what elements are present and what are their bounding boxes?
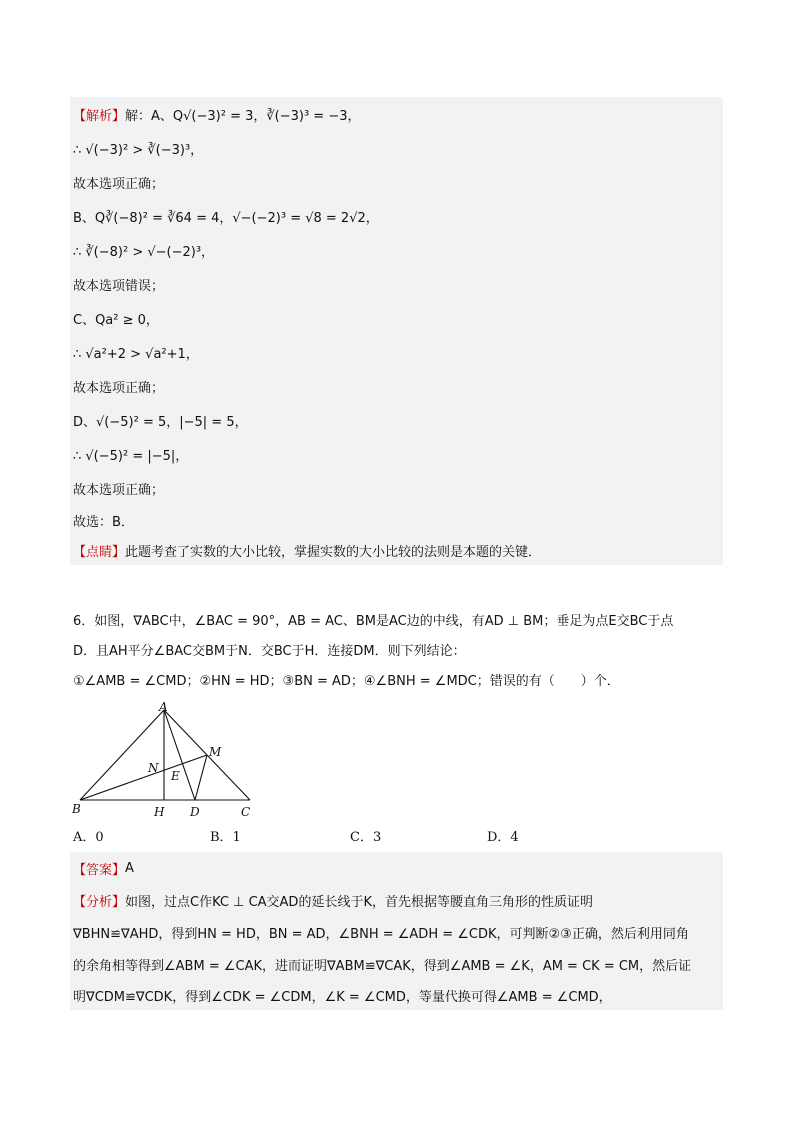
solution-line [70,369,723,403]
solution-text: 故选：B． [73,514,134,530]
answer-value: A [125,860,134,876]
solution-line [70,301,723,335]
question-text: D．且AH平分∠BAC交BM于N．交BC于H．连接DM．则下列结论： [73,643,466,659]
segment-bm [80,755,207,800]
solution-text: 故本选项错误； [73,278,165,294]
segment-ad [164,710,195,800]
label-m: M [209,745,222,759]
analysis-text: ∇BHN≌∇AHD，得到HN = HD，BN = AD，∠BNH = ∠ADH = ∠CDK，可判断②③正确，然后利用同角 [73,926,689,942]
answer-block [70,852,723,1010]
solution-line [70,97,723,131]
solution-line [70,233,723,267]
solution-line [70,335,723,369]
analysis-line [70,884,723,916]
question-text: ①∠AMB = ∠CMD；②HN = HD；③BN = AD；④∠BNH = ∠MDC；错误的有（ ）个． [73,673,620,689]
segment-ab [80,710,164,800]
solution-line [70,199,723,233]
option-list [73,826,519,845]
solution-line [70,403,723,437]
solution-text: D、√(−5)² = 5，|−5| = 5， [73,414,248,430]
solution-line [70,471,723,505]
option-b: B．1 [210,830,241,845]
question-text: 6．如图，∇ABC中，∠BAC = 90°，AB = AC、BM是AC边的中线，有AD ⊥ BM；垂足为点E交BC于点 [73,613,674,629]
solution-line [70,131,723,165]
label-c: C [241,805,251,819]
label-h: H [154,805,165,819]
solution-text: ∴ ∛(−8)² > √−(−2)³， [73,244,215,260]
label-b: B [72,802,81,816]
solution-text: ∴ √a²+2 > √a²+1， [73,346,199,362]
solution-text: 故本选项正确； [73,482,165,498]
comment-text: 此题考查了实数的大小比较，掌握实数的大小比较的法则是本题的关键． [125,544,542,560]
answer-line [70,852,723,884]
solution-text: ∴ √(−5)² = |−5|， [73,448,189,464]
segment-dm [195,755,207,800]
solution-text: C、Qa² ≥ 0， [73,312,159,328]
answer-label: 【答案】 [73,862,126,878]
solution-line [70,505,723,535]
solution-text: ∴ √(−3)² > ∛(−3)³， [73,142,204,158]
comment-line [70,535,723,565]
analysis-text: 明∇CDM≌∇CDK，得到∠CDK = ∠CDM，∠K = ∠CMD，等量代换可得∠AMB = ∠CMD， [73,989,612,1005]
label-a: A [159,700,168,714]
solution-text: 故本选项正确； [73,176,165,192]
solution-label: 【解析】 [73,108,126,124]
comment-label: 【点睛】 [73,544,126,560]
triangle-figure [70,700,260,822]
option-d: D．4 [487,830,519,845]
option-c: C．3 [350,830,382,845]
label-d: D [190,805,200,819]
question-line [70,634,723,664]
question-line [70,604,723,634]
solution-text: 故本选项正确； [73,380,165,396]
analysis-line [70,916,723,948]
analysis-line [70,980,723,1010]
question-block [70,604,723,694]
analysis-line [70,948,723,980]
option-a: A．0 [73,830,104,845]
analysis-text: 如图，过点C作KC ⊥ CA交AD的延长线于K，首先根据等腰直角三角形的性质证明 [125,894,593,910]
analysis-label: 【分析】 [73,894,126,910]
solution-line [70,437,723,471]
label-n: N [148,761,159,775]
solution-block [70,97,723,565]
solution-line [70,267,723,301]
solution-text: B、Q∛(−8)² = ∛64 = 4，√−(−2)³ = √8 = 2√2， [73,210,379,226]
label-e: E [171,769,180,783]
solution-text: 解：A、Q√(−3)² = 3，∛(−3)³ = −3， [125,108,361,124]
analysis-text: 的余角相等得到∠ABM = ∠CAK，进而证明∇ABM≌∇CAK，得到∠AMB = ∠K，AM = CK = CM，然后证 [73,958,692,974]
question-line [70,664,723,694]
solution-line [70,165,723,199]
